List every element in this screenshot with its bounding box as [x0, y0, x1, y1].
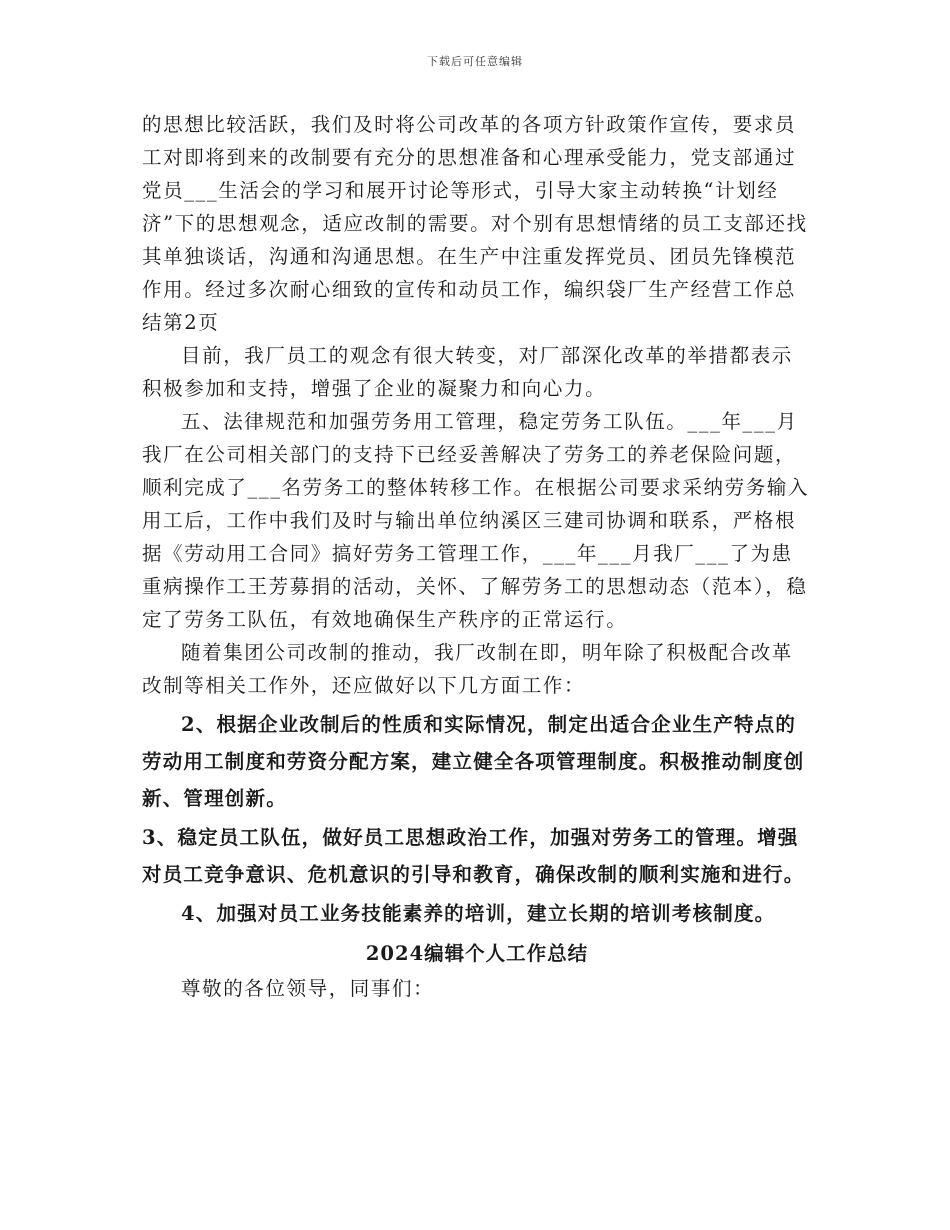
greeting: 尊敬的各位领导，同事们：	[181, 977, 435, 1000]
plan-item-2: 2、根据企业改制后的性质和实际情况，制定出适合企业生产特点的劳动用工制度和劳资分配方案，建立健全各项管理制度。积极推动制度创新、管理创新。	[142, 713, 805, 810]
paragraph-next-year-plan: 随着集团公司改制的推动，我厂改制在即，明年除了积极配合改革改制等相关工作外，还应做好以下几方面工作：	[142, 641, 793, 697]
paragraph-labor-management: 五、法律规范和加强劳务用工管理，稳定劳务工队伍。___年___月我厂在公司相关部门的支持下已经妥善解决了劳务工的养老保险问题，顺利完成了___名劳务工的整体转移工作。在根据公司要求采纳劳务输入用工后，工作中我们及时与输出单位纳溪区三建司协调和联系，严格根据《劳动用工合同》搞好劳务工管理工作，___年___月我厂___了为患重病操作工王芳募捐的活动，关怀、了解劳务工的思想动态（范本），稳定了劳务工队伍，有效地确保生产秩序的正常运行。	[142, 410, 810, 631]
plan-item-3: 3、稳定员工队伍，做好员工思想政治工作，加强对劳务工的管理。增强对员工竞争意识、危机意识的引导和教育，确保改制的顺利实施和进行。	[142, 826, 805, 886]
paragraph-continuation: 的思想比较活跃，我们及时将公司改革的各项方针政策作宣传，要求员工对即将到来的改制要有充分的思想准备和心理承受能力，党支部通过党员___生活会的学习和展开讨论等形式，引导大家主动转换“计划经济”下的思想观念，适应改制的需要。对个别有思想情绪的员工支部还找其单独谈话，沟通和沟通思想。在生产中注重发挥党员、团员先锋模范作用。经过多次耐心细致的宣传和动员工作，编织袋厂生产经营工作总结第2页	[142, 113, 808, 334]
paragraph-current-status: 目前，我厂员工的观念有很大转变，对厂部深化改革的举措都表示积极参加和支持，增强了企业的凝聚力和向心力。	[142, 344, 793, 400]
section-title: 2024编辑个人工作总结	[365, 942, 589, 965]
page-header: 下载后可任意编辑	[427, 55, 523, 68]
document-body	[142, 108, 812, 1005]
plan-item-4: 4、加强对员工业务技能素养的培训，建立长期的培训考核制度。	[181, 902, 776, 925]
